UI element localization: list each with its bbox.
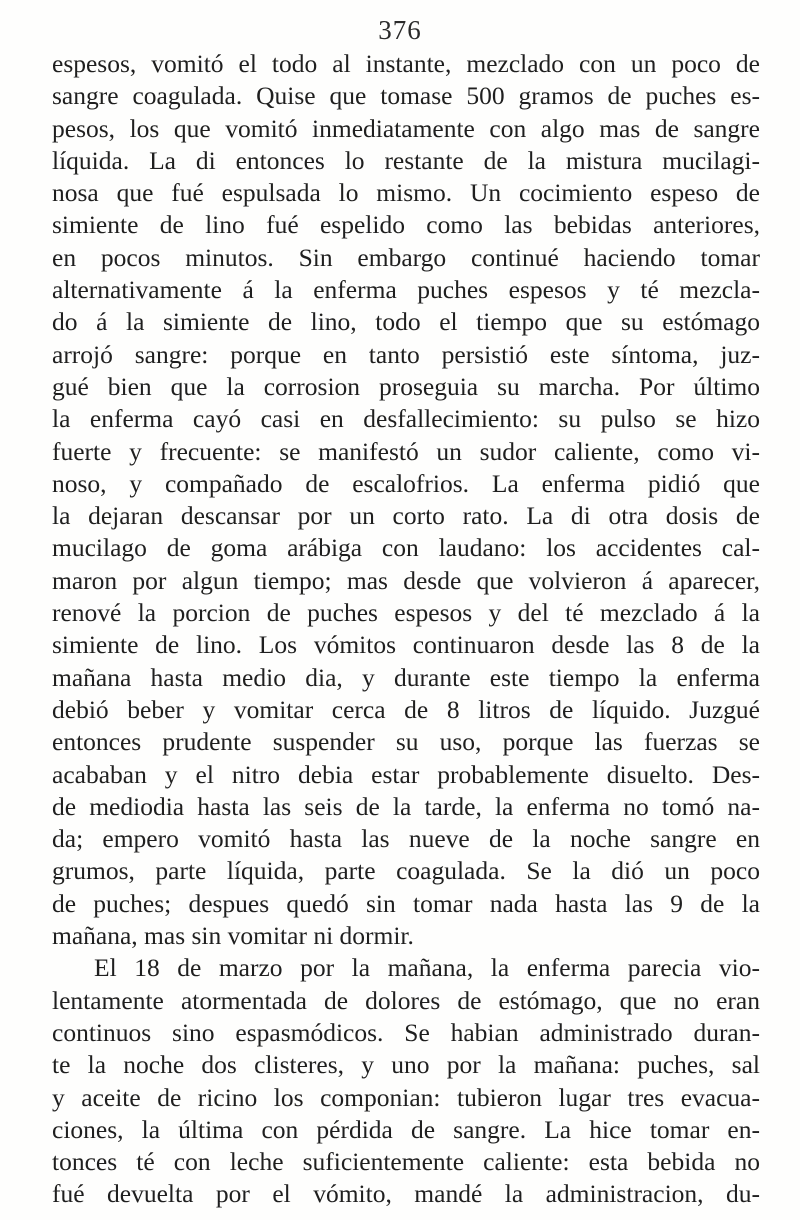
text-line: da; empero vomitó hasta las nueve de la noche sangre en (52, 824, 760, 854)
text-line: tonces té con leche suficientemente caliente: esta bebida no (52, 1147, 760, 1177)
text-line: líquida. La di entonces lo restante de la mistura mucilagi- (52, 145, 760, 175)
text-line: arrojó sangre: porque en tanto persistió este síntoma, juz- (52, 339, 760, 369)
text-line: grumos, parte líquida, parte coagulada. Se la dió un poco (52, 856, 760, 886)
text-line: y aceite de ricino los componian: tubieron lugar tres evacua- (52, 1082, 760, 1112)
text-line: acababan y el nitro debia estar probablemente disuelto. Des- (52, 759, 760, 789)
text-line: continuos sino espasmódicos. Se habian administrado duran- (52, 1017, 760, 1047)
text-line: fuerte y frecuente: se manifestó un sudor caliente, como vi- (52, 436, 760, 466)
text-line: de mediodia hasta las seis de la tarde, la enferma no tomó na- (52, 791, 760, 821)
paragraph-end-line: mañana, mas sin vomitar ni dormir. (52, 921, 414, 951)
text-line: mucilago de goma arábiga con laudano: los accidentes cal- (52, 533, 760, 563)
text-line: te la noche dos clisteres, y uno por la mañana: puches, sal (52, 1050, 760, 1080)
text-line: sangre coagulada. Quise que tomase 500 gramos de puches es- (52, 81, 760, 111)
text-line: en pocos minutos. Sin embargo continué haciendo tomar (52, 242, 760, 272)
text-line: do á la simiente de lino, todo el tiempo que su estómago (52, 307, 760, 337)
text-line: simiente de lino fué espelido como las bebidas anteriores, (52, 210, 760, 240)
text-line: maron por algun tiempo; mas desde que volvieron á aparecer, (52, 565, 760, 595)
text-line: nosa que fué espulsada lo mismo. Un cocimiento espeso de (52, 178, 760, 208)
text-line: ciones, la última con pérdida de sangre. La hice tomar en- (52, 1114, 760, 1144)
body-text (52, 48, 760, 1211)
text-line: alternativamente á la enferma puches espesos y té mezcla- (52, 275, 760, 305)
text-line: de puches; despues quedó sin tomar nada hasta las 9 de la (52, 888, 760, 918)
text-line: la dejaran descansar por un corto rato. La di otra dosis de (52, 501, 760, 531)
text-line: fué devuelta por el vómito, mandé la administracion, du- (52, 1179, 760, 1209)
page-number: 376 (378, 15, 422, 45)
text-line: espesos, vomitó el todo al instante, mezclado con un poco de (52, 49, 760, 78)
text-line: noso, y compañado de escalofrios. La enferma pidió que (52, 468, 760, 498)
text-line: gué bien que la corrosion proseguia su marcha. Por último (52, 371, 760, 401)
text-line: renové la porcion de puches espesos y del té mezclado á la (52, 598, 760, 628)
paragraph-start-line: El 18 de marzo por la mañana, la enferma parecia vio- (94, 953, 760, 983)
text-line: debió beber y vomitar cerca de 8 litros de líquido. Juzgué (52, 694, 760, 724)
text-line: mañana hasta medio dia, y durante este tiempo la enferma (52, 662, 760, 692)
text-line: lentamente atormentada de dolores de estómago, que no eran (52, 985, 760, 1015)
text-line: simiente de lino. Los vómitos continuaron desde las 8 de la (52, 630, 760, 660)
text-line: pesos, los que vomitó inmediatamente con algo mas de sangre (52, 113, 760, 143)
text-line: la enferma cayó casi en desfallecimiento: su pulso se hizo (52, 404, 760, 434)
text-line: entonces prudente suspender su uso, porque las fuerzas se (52, 727, 760, 757)
